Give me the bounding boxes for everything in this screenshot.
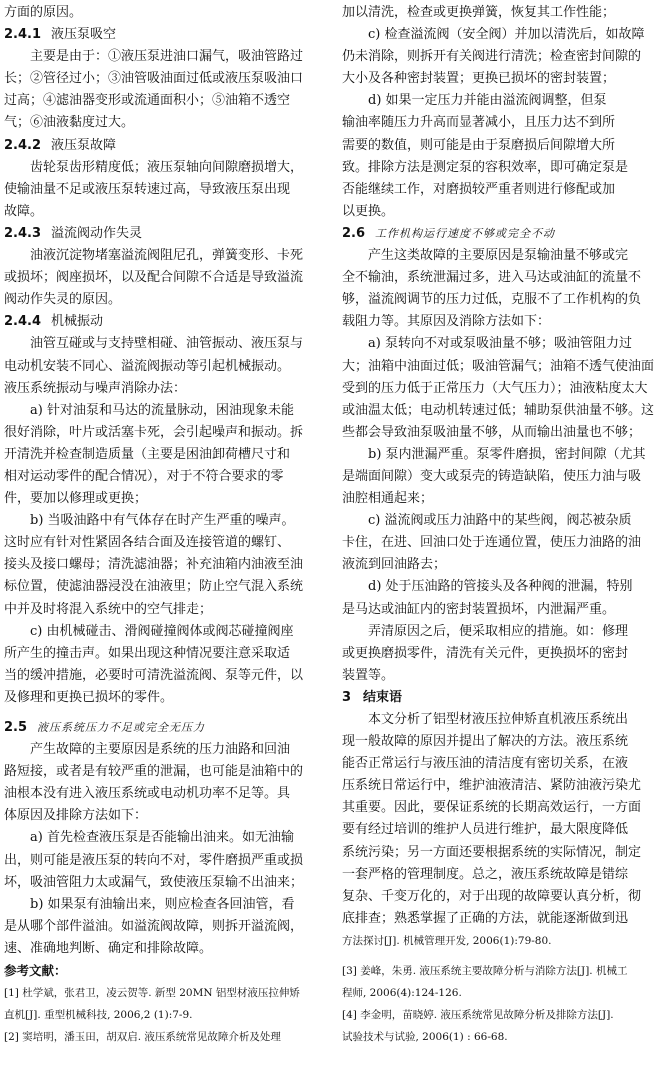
text-line: 很好消除，叶片或活塞卡死，会引起噪声和振动。拆 [4,424,304,440]
text-line: 其重要。因此，要保证系统的长期高效运行，一方面 [342,800,642,816]
text-line: d) 如果一定压力并能由溢流阀调整，但泵 [368,93,607,109]
text-line: 产生故障的主要原因是系统的压力油路和回油 [30,742,291,758]
text-line: 仍未消除，则拆开有关阀进行清洗；检查密封间隙的 [342,49,642,65]
text-line: a) 首先检查液压泵是否能输出油来。如无油输 [30,830,294,846]
text-line: c) 溢流阀或压力油路中的某些阀，阀芯被杂质 [368,513,632,529]
text-line: 体原因及排除方法如下： [4,808,148,824]
text-line: 些都会导致油泵吸油量不够，从而输出油量也不够； [342,424,642,440]
heading-title: 液压系统压力不足或完全无压力 [37,721,206,734]
reference-line: [3] 姜峰，朱勇. 液压系统主要故障分析与消除方法[J]. 机械工 [342,965,628,978]
text-line: 底排查；熟悉掌握了正确的方法，就能逐渐做到迅 [342,910,629,926]
text-line: 所产生的撞击声。如果出现这种情况要注意采取适 [4,645,291,661]
text-line: 及修理和更换已损坏的零件。 [4,689,174,705]
text-line: 一套严格的管理制度。总之，液压系统故障是错综 [342,866,629,882]
text-line: 加以清洗，检查或更换弹簧，恢复其工作性能； [342,5,616,20]
heading-title: 液压泵吸空 [51,27,117,43]
text-line: 标位置，使滤油器浸没在油液里；防止空气混入系统 [4,579,304,595]
text-line: 当的缓冲措施，必要时可清洗溢流阀、泵等元件，以 [4,667,304,683]
text-line: 相对运动零件的配合情况），对于不符合要求的零 [4,468,284,484]
text-line: 使输油量不足或液压泵转速过高，导致液压泵出现 [4,181,291,197]
text-line: 是端面间隙）变大或泵壳的铸造缺陷，使压力油与吸 [342,468,642,484]
text-line: c) 检查溢流阀（安全阀）并加以清洗后，如故障 [368,27,645,43]
subsection-heading [4,135,326,157]
text-line: 液压系统振动与噪声消除办法： [4,380,187,396]
text-line: 要有经过培训的维护人员进行维护，最大限度降低 [342,822,629,838]
reference-line: 方法探讨[J]. 机械管理开发, 2006(1):79-80. [342,934,552,947]
text-line: 载阻力等。其原因及消除方法如下： [342,314,551,330]
reference-line: 直机[J]. 重型机械科技, 2006,2 (1):7-9. [4,1009,193,1022]
text-line: 油液沉淀物堵塞溢流阀阻尼孔，弹簧变形、卡死 [30,248,304,264]
references-heading: 参考文献： [4,963,67,979]
right-column [342,2,664,1048]
text-line: 或更换磨损零件，清洗有关元件，更换损坏的密封 [342,645,629,661]
heading-number: 2.4.2 [4,137,42,153]
heading-number: 3 [342,689,352,705]
heading-number: 2.5 [4,720,28,735]
text-line: 全不输油，系统泄漏过多，进入马达或油缸的流量不 [342,270,642,286]
heading-number: 2.4.1 [4,27,42,43]
heading-title: 溢流阀动作失灵 [51,225,143,241]
text-line: 系统污染；另一方面还要根据系统的实际情况，制定 [342,844,642,860]
text-line: 弄清原因之后，便采取相应的措施。如：修理 [368,623,629,639]
reference-line: [4] 李金明，苗晓婷. 液压系统常见故障分析及排除方法[J]. [342,1009,614,1022]
section-heading [342,687,664,709]
heading-number: 2.4.3 [4,225,42,241]
reference-line: 程师, 2006(4):124-126. [342,987,462,1000]
text-line: 产生这类故障的主要原因是泵输油量不够或完 [368,248,629,264]
text-line: 压系统日常运行中，维护油液清洁、紧防油液污染尤 [342,778,642,794]
reference-line: [1] 杜学斌，张君卫，凌云贺等. 新型 20MN 铝型材液压拉伸矫 [4,987,300,1000]
heading-number: 2.4.4 [4,314,42,330]
subsection-heading [342,223,664,245]
heading-title: 工作机构运行速度不够或完全不动 [375,226,556,240]
subsection-heading [4,24,326,46]
text-line: b) 当吸油路中有气体存在时产生严重的噪声。 [30,513,295,529]
text-line: 需要的数值，则可能是由于泵磨损后间隙增大所 [342,137,616,153]
text-line: 大；油箱中油面过低；吸油管漏气；油箱不透气使油面 [342,358,655,374]
text-line: 致。排除方法是测定泵的容积效率，即可确定泵是 [342,159,629,175]
text-line: 这时应有针对性紧固各结合面及连接管道的螺钉、 [4,535,291,551]
subsection-heading [4,311,326,333]
text-line: 油管互碰或与支持壁相碰、油管振动、液压泵与 [30,336,304,352]
reference-line: 试验技术与试验, 2006(1) : 66-68. [342,1031,508,1044]
heading-title: 结束语 [363,689,403,705]
text-line: 或损坏；阀座损坏，以及配合间隙不合适是导致溢流 [4,270,304,286]
text-line: 长；②管径过小；③油管吸油面过低或液压泵吸油口 [4,71,304,87]
text-line: 坏，吸油管阻力太或漏气，致使液压泵输不出油来； [4,874,304,890]
text-line: 大小及各种密封装置；更换已损坏的密封装置； [342,71,616,87]
spacer [342,952,664,960]
subsection-heading [4,717,326,739]
text-line: 装置等。 [342,667,395,683]
text-line: 受到的压力低于正常压力（大气压力）；油液粘度太大 [342,380,648,396]
heading-title: 液压泵故障 [51,137,117,153]
text-line: 速、准确地判断、确定和排除故障。 [4,940,213,956]
text-line: 方面的原因。 [4,5,83,20]
reference-line: [2] 窦培明，潘玉田，胡双启. 液压系统常见故障介析及处理 [4,1031,281,1044]
text-line: 是马达或油缸内的密封装置损坏，内泄漏严重。 [342,601,616,617]
text-line: 电动机安装不同心、溢流阀振动等引起机械振动。 [4,358,291,374]
text-line: 故障。 [4,203,44,219]
text-line: 接头及接口螺母；清洗滤油器；补充油箱内油液至油 [4,557,304,573]
text-line: 或油温太低；电动机转速过低；辅助泵供油量不够。这 [342,402,655,418]
text-line: 够，溢流阀调节的压力过低，克服不了工作机构的负 [342,292,642,308]
text-line: 本文分析了铝型材液压拉伸矫直机液压系统出 [368,712,629,727]
text-line: 齿轮泵齿形精度低；液压泵轴向间隙磨损增大， [30,159,304,175]
text-line: 现一般故障的原因并提出了解决的方法。液压系统 [342,734,629,750]
text-line: 中并及时将混入系统中的空气排走； [4,601,213,617]
text-line: 气；⑥油液黏度过大。 [4,115,135,131]
text-line: 阀动作失灵的原因。 [4,292,122,308]
text-line: 输油率随压力升高而显著减小，且压力达不到所 [342,115,616,131]
text-line: 否能继续工作，对磨损较严重者则进行修配或加 [342,181,616,197]
text-line: 油根本没有进入液压系统或电动机功率不足等。具 [4,786,291,802]
text-line: 开清洗并检查制造质量（主要是困油卸荷槽尺寸和 [4,446,291,462]
heading-title: 机械振动 [51,314,104,330]
text-line: a) 泵转向不对或泵吸油量不够；吸油管阻力过 [368,336,632,352]
text-line: 主要是由于：①液压泵进油口漏气，吸油管路过 [30,49,304,65]
text-line: 液流到回油路去； [342,557,447,573]
text-line: 过高；④滤油器变形或流通面积小；⑤油箱不透空 [4,93,291,109]
subsection-heading [4,223,326,245]
text-line: 复杂、千变万化的，对于出现的故障要认真分析，彻 [342,888,642,904]
spacer [4,709,326,717]
text-line: 是从哪个部件溢油。如溢流阀故障，则拆开溢流阀， [4,918,304,934]
text-line: 出，则可能是液压泵的转向不对，零件磨损严重或损 [4,852,304,868]
text-line: 卡住，在进、回油口处于连通位置，使压力油路的油 [342,535,642,551]
text-line: 能否正常运行与液压油的清洁度有密切关系，在液 [342,756,629,772]
text-line: b) 如果泵有油输出来，则应检查各回油管，看 [30,896,295,912]
heading-number: 2.6 [342,225,366,241]
left-column [4,2,326,1048]
text-line: 件，要加以修理或更换； [4,491,148,507]
text-line: 油腔相通起来； [342,491,434,507]
text-line: b) 泵内泄漏严重。泵零件磨损，密封间隙（尤其 [368,446,646,462]
text-line: c) 由机械碰击、滑阀碰撞阀体或阀芯碰撞阀座 [30,623,294,639]
text-line: d) 处于压油路的管接头及各种阀的泄漏，特别 [368,579,633,595]
text-line: 以更换。 [342,203,395,219]
text-line: a) 针对油泵和马达的流量脉动，困油现象未能 [30,402,294,418]
text-line: 路短接，或者是有较严重的泄漏，也可能是油箱中的 [4,764,304,780]
